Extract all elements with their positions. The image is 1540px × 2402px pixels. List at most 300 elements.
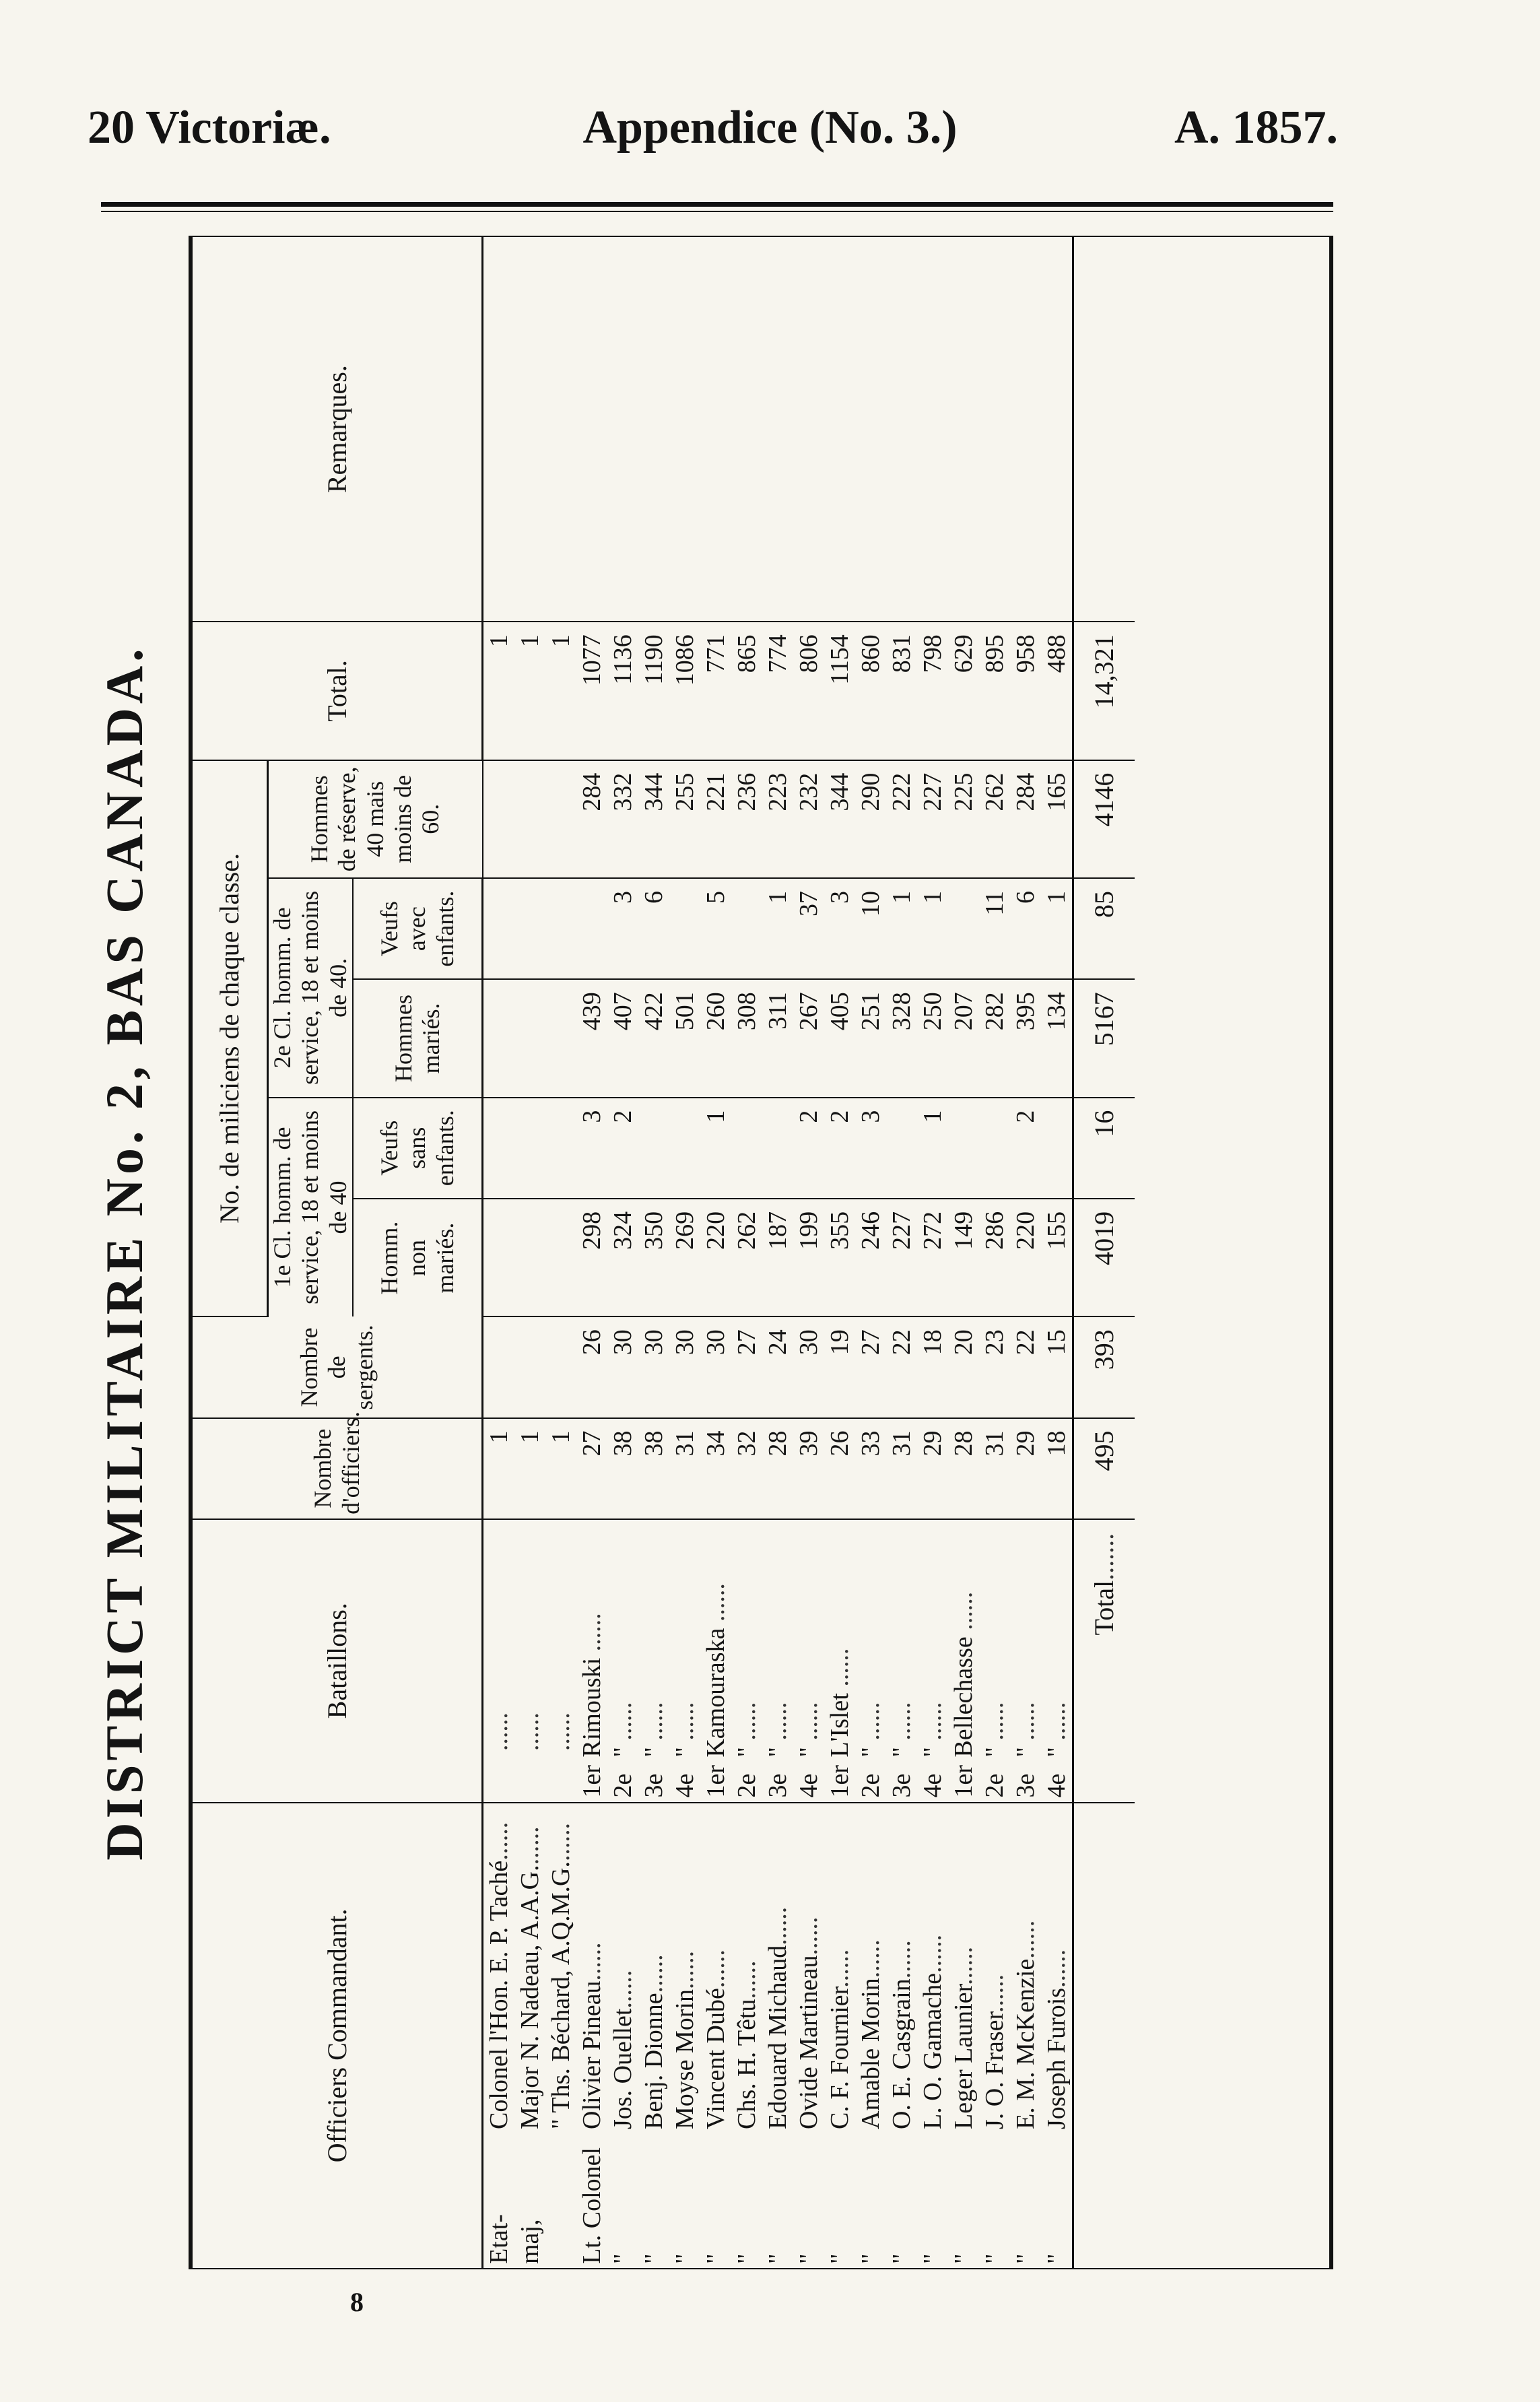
officer-name: O. E. Casgrain <box>888 1978 916 2129</box>
officer-cell: Etat-Colonel l'Hon. E. P. Taché...... <box>485 1822 514 2264</box>
cell-reserve: 344 <box>638 760 669 878</box>
cell-c1-married: 227 <box>886 1199 917 1316</box>
cell-sergeants: 30 <box>607 1316 638 1417</box>
cell-c1-widowers <box>731 1098 762 1199</box>
cell-c2-widowers: 3 <box>824 878 855 979</box>
battalion-cell: 2e" ...... <box>979 1519 1010 1803</box>
cell-c2-widowers <box>669 878 700 979</box>
cell-sergeants <box>545 1316 576 1417</box>
table-row <box>886 237 917 2268</box>
cell-c1-widowers <box>514 1098 545 1199</box>
officer-name: Amable Morin <box>857 1978 885 2129</box>
col-header-c2-widowers: Veufs avec enfants. <box>353 878 483 979</box>
cell-c1-married: 298 <box>576 1199 607 1316</box>
battalion-name: " <box>857 1747 885 1758</box>
cell-c1-widowers: 3 <box>855 1098 886 1199</box>
battalion-number: 1er <box>826 1765 855 1798</box>
officer-name: Leger Launier <box>949 1984 978 2129</box>
officer-rank: " <box>702 2253 731 2264</box>
table-row <box>545 237 576 2268</box>
totals-row <box>1073 237 1135 2268</box>
cell-c2-widowers: 6 <box>1010 878 1041 979</box>
cell-sergeants: 22 <box>886 1316 917 1417</box>
header-rule-thick <box>101 202 1333 207</box>
table-row <box>948 237 979 2268</box>
battalion-cell: 4e" ...... <box>917 1519 948 1803</box>
officer-rank: " <box>918 2253 947 2264</box>
cell-c1-married: 272 <box>917 1199 948 1316</box>
officer-name: Moyse Morin <box>671 1989 700 2129</box>
cell-reserve: 221 <box>700 760 731 878</box>
cell-c1-married: 199 <box>793 1199 824 1316</box>
cell-sergeants: 20 <box>948 1316 979 1417</box>
cell-remarks <box>824 237 855 622</box>
cell-c1-widowers <box>1041 1098 1073 1199</box>
cell-officers: 18 <box>1041 1418 1073 1519</box>
cell-c1-married: 286 <box>979 1199 1010 1316</box>
cell-officers: 31 <box>979 1418 1010 1519</box>
officer-name: Major N. Nadeau, A.A.G. <box>516 1865 545 2129</box>
cell-c1-widowers <box>483 1098 515 1199</box>
officer-cell: "Edouard Michaud...... <box>764 1906 793 2264</box>
battalion-name: " <box>1011 1747 1040 1758</box>
battalion-name: " <box>980 1747 1009 1758</box>
officer-rank: " <box>888 2253 916 2264</box>
header-year: A. 1857. <box>1174 102 1338 154</box>
battalion-cell: ...... <box>514 1519 545 1803</box>
cell-c1-married: 262 <box>731 1199 762 1316</box>
cell-reserve: 223 <box>762 760 793 878</box>
table-row <box>700 237 731 2268</box>
totals-label: Total....... <box>1073 1519 1135 1803</box>
battalion-cell: 1erL'Islet ...... <box>824 1519 855 1803</box>
cell-c2-married <box>545 979 576 1097</box>
cell-remarks <box>607 237 638 622</box>
officer-rank: " <box>1042 2253 1071 2264</box>
officer-cell: " Ths. Béchard, A.Q.M.G....... <box>547 1823 576 2129</box>
total-officers: 495 <box>1073 1418 1135 1519</box>
cell-c1-married <box>483 1199 515 1316</box>
battalion-name: Rimouski <box>578 1657 607 1758</box>
officer-cell: "Jos. Ouellet...... <box>609 1970 638 2264</box>
officer-cell: "J. O. Fraser...... <box>980 1974 1009 2264</box>
cell-c2-widowers: 10 <box>855 878 886 979</box>
battalion-number: 3e <box>888 1773 916 1798</box>
cell-reserve: 262 <box>979 760 1010 878</box>
battalion-cell: 4e" ...... <box>669 1519 700 1803</box>
officer-name: J. O. Fraser <box>980 2012 1009 2129</box>
cell-c1-widowers <box>545 1098 576 1199</box>
cell-reserve <box>514 760 545 878</box>
cell-reserve: 225 <box>948 760 979 878</box>
cell-officers: 33 <box>855 1418 886 1519</box>
cell-sergeants: 30 <box>700 1316 731 1417</box>
cell-reserve: 284 <box>576 760 607 878</box>
cell-sergeants: 27 <box>731 1316 762 1417</box>
cell-c2-widowers: 37 <box>793 878 824 979</box>
table-row <box>762 237 793 2268</box>
battalion-number: 1er <box>949 1765 978 1798</box>
battalion-name: L'Islet <box>826 1693 855 1758</box>
total-c1-widowers: 16 <box>1073 1098 1135 1199</box>
cell-c1-widowers <box>638 1098 669 1199</box>
cell-reserve <box>483 760 515 878</box>
cell-total: 774 <box>762 622 793 760</box>
battalion-name: Kamouraska <box>702 1628 731 1758</box>
table-row <box>576 237 607 2268</box>
cell-officers: 38 <box>638 1418 669 1519</box>
cell-c2-married: 405 <box>824 979 855 1097</box>
battalion-cell: ...... <box>545 1519 576 1803</box>
cell-c2-widowers <box>948 878 979 979</box>
cell-total: 1136 <box>607 622 638 760</box>
battalion-name: " <box>764 1747 793 1758</box>
cell-remarks <box>576 237 607 622</box>
cell-remarks <box>917 237 948 622</box>
cell-sergeants: 30 <box>669 1316 700 1417</box>
battalion-number: 1er <box>578 1765 607 1798</box>
totals-blank <box>1073 1803 1135 2268</box>
table-title: DISTRICT MILITAIRE No. 2, BAS CANADA. <box>95 644 154 1861</box>
cell-c1-married: 149 <box>948 1199 979 1316</box>
cell-c2-widowers <box>731 878 762 979</box>
cell-reserve: 227 <box>917 760 948 878</box>
cell-reserve: 332 <box>607 760 638 878</box>
cell-c2-married: 308 <box>731 979 762 1097</box>
cell-c2-married: 395 <box>1010 979 1041 1097</box>
cell-c1-widowers <box>948 1098 979 1199</box>
rotated-table-region <box>81 229 1340 2276</box>
cell-sergeants: 24 <box>762 1316 793 1417</box>
battalion-name: " <box>609 1747 638 1758</box>
cell-sergeants: 18 <box>917 1316 948 1417</box>
cell-total: 860 <box>855 622 886 760</box>
officer-name: Edouard Michaud <box>764 1945 793 2129</box>
cell-officers: 29 <box>1010 1418 1041 1519</box>
cell-officers: 1 <box>514 1418 545 1519</box>
total-sergeants: 393 <box>1073 1316 1135 1417</box>
totals-label-text: Total <box>1089 1580 1120 1636</box>
cell-c2-married: 267 <box>793 979 824 1097</box>
cell-c2-married: 134 <box>1041 979 1073 1097</box>
col-header-class2: 2e Cl. homm. de service, 18 et moins de 40. <box>268 878 354 1098</box>
officer-name: C. F. Fournier <box>826 1987 855 2129</box>
battalion-number: 3e <box>764 1773 793 1798</box>
cell-c1-married: 246 <box>855 1199 886 1316</box>
cell-sergeants: 23 <box>979 1316 1010 1417</box>
cell-total: 1 <box>545 622 576 760</box>
cell-c1-widowers: 2 <box>1010 1098 1041 1199</box>
battalion-cell: 1erKamouraska ...... <box>700 1519 731 1803</box>
officer-cell: "Leger Launier...... <box>949 1946 978 2264</box>
cell-c2-married: 207 <box>948 979 979 1097</box>
officer-cell: "C. F. Fournier...... <box>826 1949 855 2264</box>
col-header-remarks: Remarques. <box>193 237 483 622</box>
cell-remarks <box>669 237 700 622</box>
cell-total: 771 <box>700 622 731 760</box>
header-appendix: Appendice (No. 3.) <box>582 102 958 154</box>
cell-total: 798 <box>917 622 948 760</box>
cell-remarks <box>483 237 515 622</box>
cell-officers: 31 <box>886 1418 917 1519</box>
total-c2-widowers: 85 <box>1073 878 1135 979</box>
cell-sergeants: 15 <box>1041 1316 1073 1417</box>
cell-remarks <box>700 237 731 622</box>
officer-cell: "Benj. Dionne...... <box>640 1954 669 2264</box>
officer-rank: " <box>949 2253 978 2264</box>
cell-remarks <box>762 237 793 622</box>
battalion-name: " <box>671 1747 700 1758</box>
cell-remarks <box>886 237 917 622</box>
cell-c1-widowers <box>886 1098 917 1199</box>
cell-c1-widowers: 1 <box>917 1098 948 1199</box>
cell-c1-widowers: 3 <box>576 1098 607 1199</box>
table-row <box>917 237 948 2268</box>
cell-c1-widowers: 2 <box>607 1098 638 1199</box>
cell-sergeants: 30 <box>793 1316 824 1417</box>
officer-rank: " <box>980 2253 1009 2264</box>
table-row <box>793 237 824 2268</box>
officer-rank: " <box>764 2253 793 2264</box>
officer-rank: " <box>733 2253 762 2264</box>
cell-sergeants: 26 <box>576 1316 607 1417</box>
battalion-cell: 2e" ...... <box>855 1519 886 1803</box>
battalion-name: Bellechasse <box>949 1636 978 1758</box>
cell-sergeants <box>483 1316 515 1417</box>
table-row <box>855 237 886 2268</box>
cell-c2-married: 260 <box>700 979 731 1097</box>
cell-c2-married: 501 <box>669 979 700 1097</box>
battalion-cell: 3e" ...... <box>1010 1519 1041 1803</box>
cell-reserve: 344 <box>824 760 855 878</box>
cell-c2-married: 439 <box>576 979 607 1097</box>
cell-total: 1190 <box>638 622 669 760</box>
battalion-name: " <box>795 1747 824 1758</box>
cell-c2-married: 328 <box>886 979 917 1097</box>
battalion-cell: 3e" ...... <box>638 1519 669 1803</box>
battalion-number: 1er <box>702 1765 731 1798</box>
header-rule-thin <box>101 211 1333 212</box>
battalion-name: " <box>733 1747 762 1758</box>
militia-table <box>193 237 1135 2268</box>
officer-cell: "Chs. H. Têtu...... <box>733 1960 762 2264</box>
officer-rank: " <box>795 2253 824 2264</box>
officer-cell: "Amable Morin...... <box>857 1939 885 2264</box>
cell-c2-widowers <box>514 878 545 979</box>
officer-name: Chs. H. Têtu <box>733 1999 762 2129</box>
officer-name: Joseph Furois <box>1042 1987 1071 2129</box>
cell-total: 1086 <box>669 622 700 760</box>
officer-name: Ovide Martineau <box>795 1955 824 2129</box>
officer-cell: "O. E. Casgrain...... <box>888 1940 916 2264</box>
col-header-c2-married: Hommes mariés. <box>353 979 483 1097</box>
table-row <box>1041 237 1073 2268</box>
battalion-cell: 1erBellechasse ...... <box>948 1519 979 1803</box>
officer-rank: Etat- <box>485 2214 514 2264</box>
cell-officers: 38 <box>607 1418 638 1519</box>
total-c1-married: 4019 <box>1073 1199 1135 1316</box>
cell-remarks <box>638 237 669 622</box>
officer-cell: Lt. ColonelOlivier Pineau...... <box>578 1942 607 2264</box>
cell-remarks <box>514 237 545 622</box>
table-row <box>669 237 700 2268</box>
officer-rank: Lt. Colonel <box>578 2147 607 2264</box>
cell-c1-widowers <box>979 1098 1010 1199</box>
cell-c2-widowers: 11 <box>979 878 1010 979</box>
cell-c1-married: 350 <box>638 1199 669 1316</box>
officer-rank: maj, <box>516 2219 545 2264</box>
col-header-c1-married: Homm. non mariés. <box>353 1199 483 1316</box>
cell-total: 895 <box>979 622 1010 760</box>
cell-c1-married <box>545 1199 576 1316</box>
cell-total: 1 <box>514 622 545 760</box>
cell-officers: 39 <box>793 1418 824 1519</box>
cell-officers: 29 <box>917 1418 948 1519</box>
cell-c1-widowers <box>669 1098 700 1199</box>
battalion-cell: 3e" ...... <box>886 1519 917 1803</box>
col-header-total: Total. <box>193 622 483 760</box>
col-header-nb-sergeants: Nombre de sergents. <box>193 1316 483 1417</box>
cell-c1-married <box>514 1199 545 1316</box>
battalion-number: 3e <box>1011 1773 1040 1798</box>
cell-c2-married <box>483 979 515 1097</box>
table-row <box>1010 237 1041 2268</box>
total-c2-married: 5167 <box>1073 979 1135 1097</box>
header-session: 20 Victoriæ. <box>88 102 331 154</box>
battalion-cell: 2e" ...... <box>731 1519 762 1803</box>
cell-officers: 32 <box>731 1418 762 1519</box>
battalion-number: 2e <box>857 1773 885 1798</box>
officer-name: L. O. Gamache <box>918 1972 947 2129</box>
cell-officers: 34 <box>700 1418 731 1519</box>
battalion-name: " <box>640 1747 669 1758</box>
battalion-number: 2e <box>609 1773 638 1798</box>
cell-c2-widowers <box>545 878 576 979</box>
battalion-number: 4e <box>918 1773 947 1798</box>
cell-total: 1154 <box>824 622 855 760</box>
cell-c2-widowers: 1 <box>917 878 948 979</box>
cell-sergeants: 27 <box>855 1316 886 1417</box>
cell-officers: 27 <box>576 1418 607 1519</box>
cell-officers: 1 <box>545 1418 576 1519</box>
officer-rank: " <box>1011 2253 1040 2264</box>
cell-reserve: 290 <box>855 760 886 878</box>
cell-c2-widowers: 6 <box>638 878 669 979</box>
cell-remarks <box>731 237 762 622</box>
battalion-cell: 2e" ...... <box>607 1519 638 1803</box>
table-body <box>483 237 1135 2268</box>
battalion-cell: 4e" ...... <box>1041 1519 1073 1803</box>
battalion-number: 4e <box>671 1773 700 1798</box>
battalion-name: " <box>888 1747 916 1758</box>
cell-sergeants: 22 <box>1010 1316 1041 1417</box>
cell-c2-widowers: 1 <box>762 878 793 979</box>
cell-reserve: 284 <box>1010 760 1041 878</box>
battalion-cell: 4e" ...... <box>793 1519 824 1803</box>
officer-cell: "Moyse Morin...... <box>671 1951 700 2264</box>
cell-sergeants: 19 <box>824 1316 855 1417</box>
battalion-number: 4e <box>1042 1773 1071 1798</box>
cell-c1-widowers: 2 <box>793 1098 824 1199</box>
officer-name: Jos. Ouellet <box>609 2008 638 2129</box>
cell-c2-widowers: 1 <box>886 878 917 979</box>
col-header-battalions: Bataillons. <box>193 1519 483 1803</box>
cell-total: 629 <box>948 622 979 760</box>
cell-officers: 26 <box>824 1418 855 1519</box>
total-reserve: 4146 <box>1073 760 1135 878</box>
cell-officers: 28 <box>948 1418 979 1519</box>
cell-reserve <box>545 760 576 878</box>
cell-c1-married: 220 <box>700 1199 731 1316</box>
table-row <box>979 237 1010 2268</box>
cell-c2-widowers: 3 <box>607 878 638 979</box>
cell-c1-widowers: 1 <box>700 1098 731 1199</box>
officer-cell: "Vincent Dubé...... <box>702 1949 731 2264</box>
cell-remarks <box>1010 237 1041 622</box>
cell-c1-married: 220 <box>1010 1199 1041 1316</box>
battalion-number: 2e <box>980 1773 1009 1798</box>
cell-remarks <box>1041 237 1073 622</box>
cell-sergeants <box>514 1316 545 1417</box>
cell-c2-married: 251 <box>855 979 886 1097</box>
col-header-reserve: Hommes de réserve, 40 mais moins de 60. <box>268 760 483 878</box>
col-header-nb-officers: Nombre d'officiers. <box>193 1418 483 1519</box>
officer-cell: "E. M. McKenzie...... <box>1011 1920 1040 2264</box>
cell-total: 958 <box>1010 622 1041 760</box>
battalion-name: " <box>1042 1747 1071 1758</box>
officer-name: Benj. Dionne <box>640 1993 669 2129</box>
cell-c1-widowers <box>762 1098 793 1199</box>
col-header-officers: Officiers Commandant. <box>193 1803 483 2268</box>
cell-c2-married <box>514 979 545 1097</box>
table-row <box>607 237 638 2268</box>
cell-c2-married: 422 <box>638 979 669 1097</box>
cell-total: 806 <box>793 622 824 760</box>
cell-c2-married: 407 <box>607 979 638 1097</box>
table-frame <box>189 236 1333 2269</box>
cell-c2-widowers <box>483 878 515 979</box>
officer-rank: " <box>671 2253 700 2264</box>
table-row <box>824 237 855 2268</box>
battalion-cell: 3e" ...... <box>762 1519 793 1803</box>
officer-name: E. M. McKenzie <box>1011 1958 1040 2129</box>
cell-sergeants: 30 <box>638 1316 669 1417</box>
cell-c1-married: 269 <box>669 1199 700 1316</box>
battalion-cell: ...... <box>483 1519 515 1803</box>
cell-reserve: 222 <box>886 760 917 878</box>
cell-total: 1077 <box>576 622 607 760</box>
table-row <box>638 237 669 2268</box>
officer-name: Colonel l'Hon. E. P. Taché <box>485 1860 514 2129</box>
page-mark: 8 <box>350 2287 364 2317</box>
cell-remarks <box>948 237 979 622</box>
total-grand: 14,321 <box>1073 622 1135 760</box>
officer-cell: "Joseph Furois...... <box>1042 1949 1071 2264</box>
officer-rank: " <box>857 2253 885 2264</box>
cell-c1-married: 155 <box>1041 1199 1073 1316</box>
cell-officers: 1 <box>483 1418 515 1519</box>
battalion-number: 4e <box>795 1773 824 1798</box>
officer-cell: "L. O. Gamache...... <box>918 1934 947 2264</box>
battalion-cell: 1erRimouski ...... <box>576 1519 607 1803</box>
officer-rank: " <box>609 2253 638 2264</box>
cell-c1-widowers: 2 <box>824 1098 855 1199</box>
battalion-number: 2e <box>733 1773 762 1798</box>
officer-cell: maj,Major N. Nadeau, A.A.G....... <box>516 1826 545 2264</box>
officer-name: " Ths. Béchard, A.Q.M.G. <box>547 1861 576 2129</box>
cell-c2-widowers: 5 <box>700 878 731 979</box>
cell-c2-married: 250 <box>917 979 948 1097</box>
